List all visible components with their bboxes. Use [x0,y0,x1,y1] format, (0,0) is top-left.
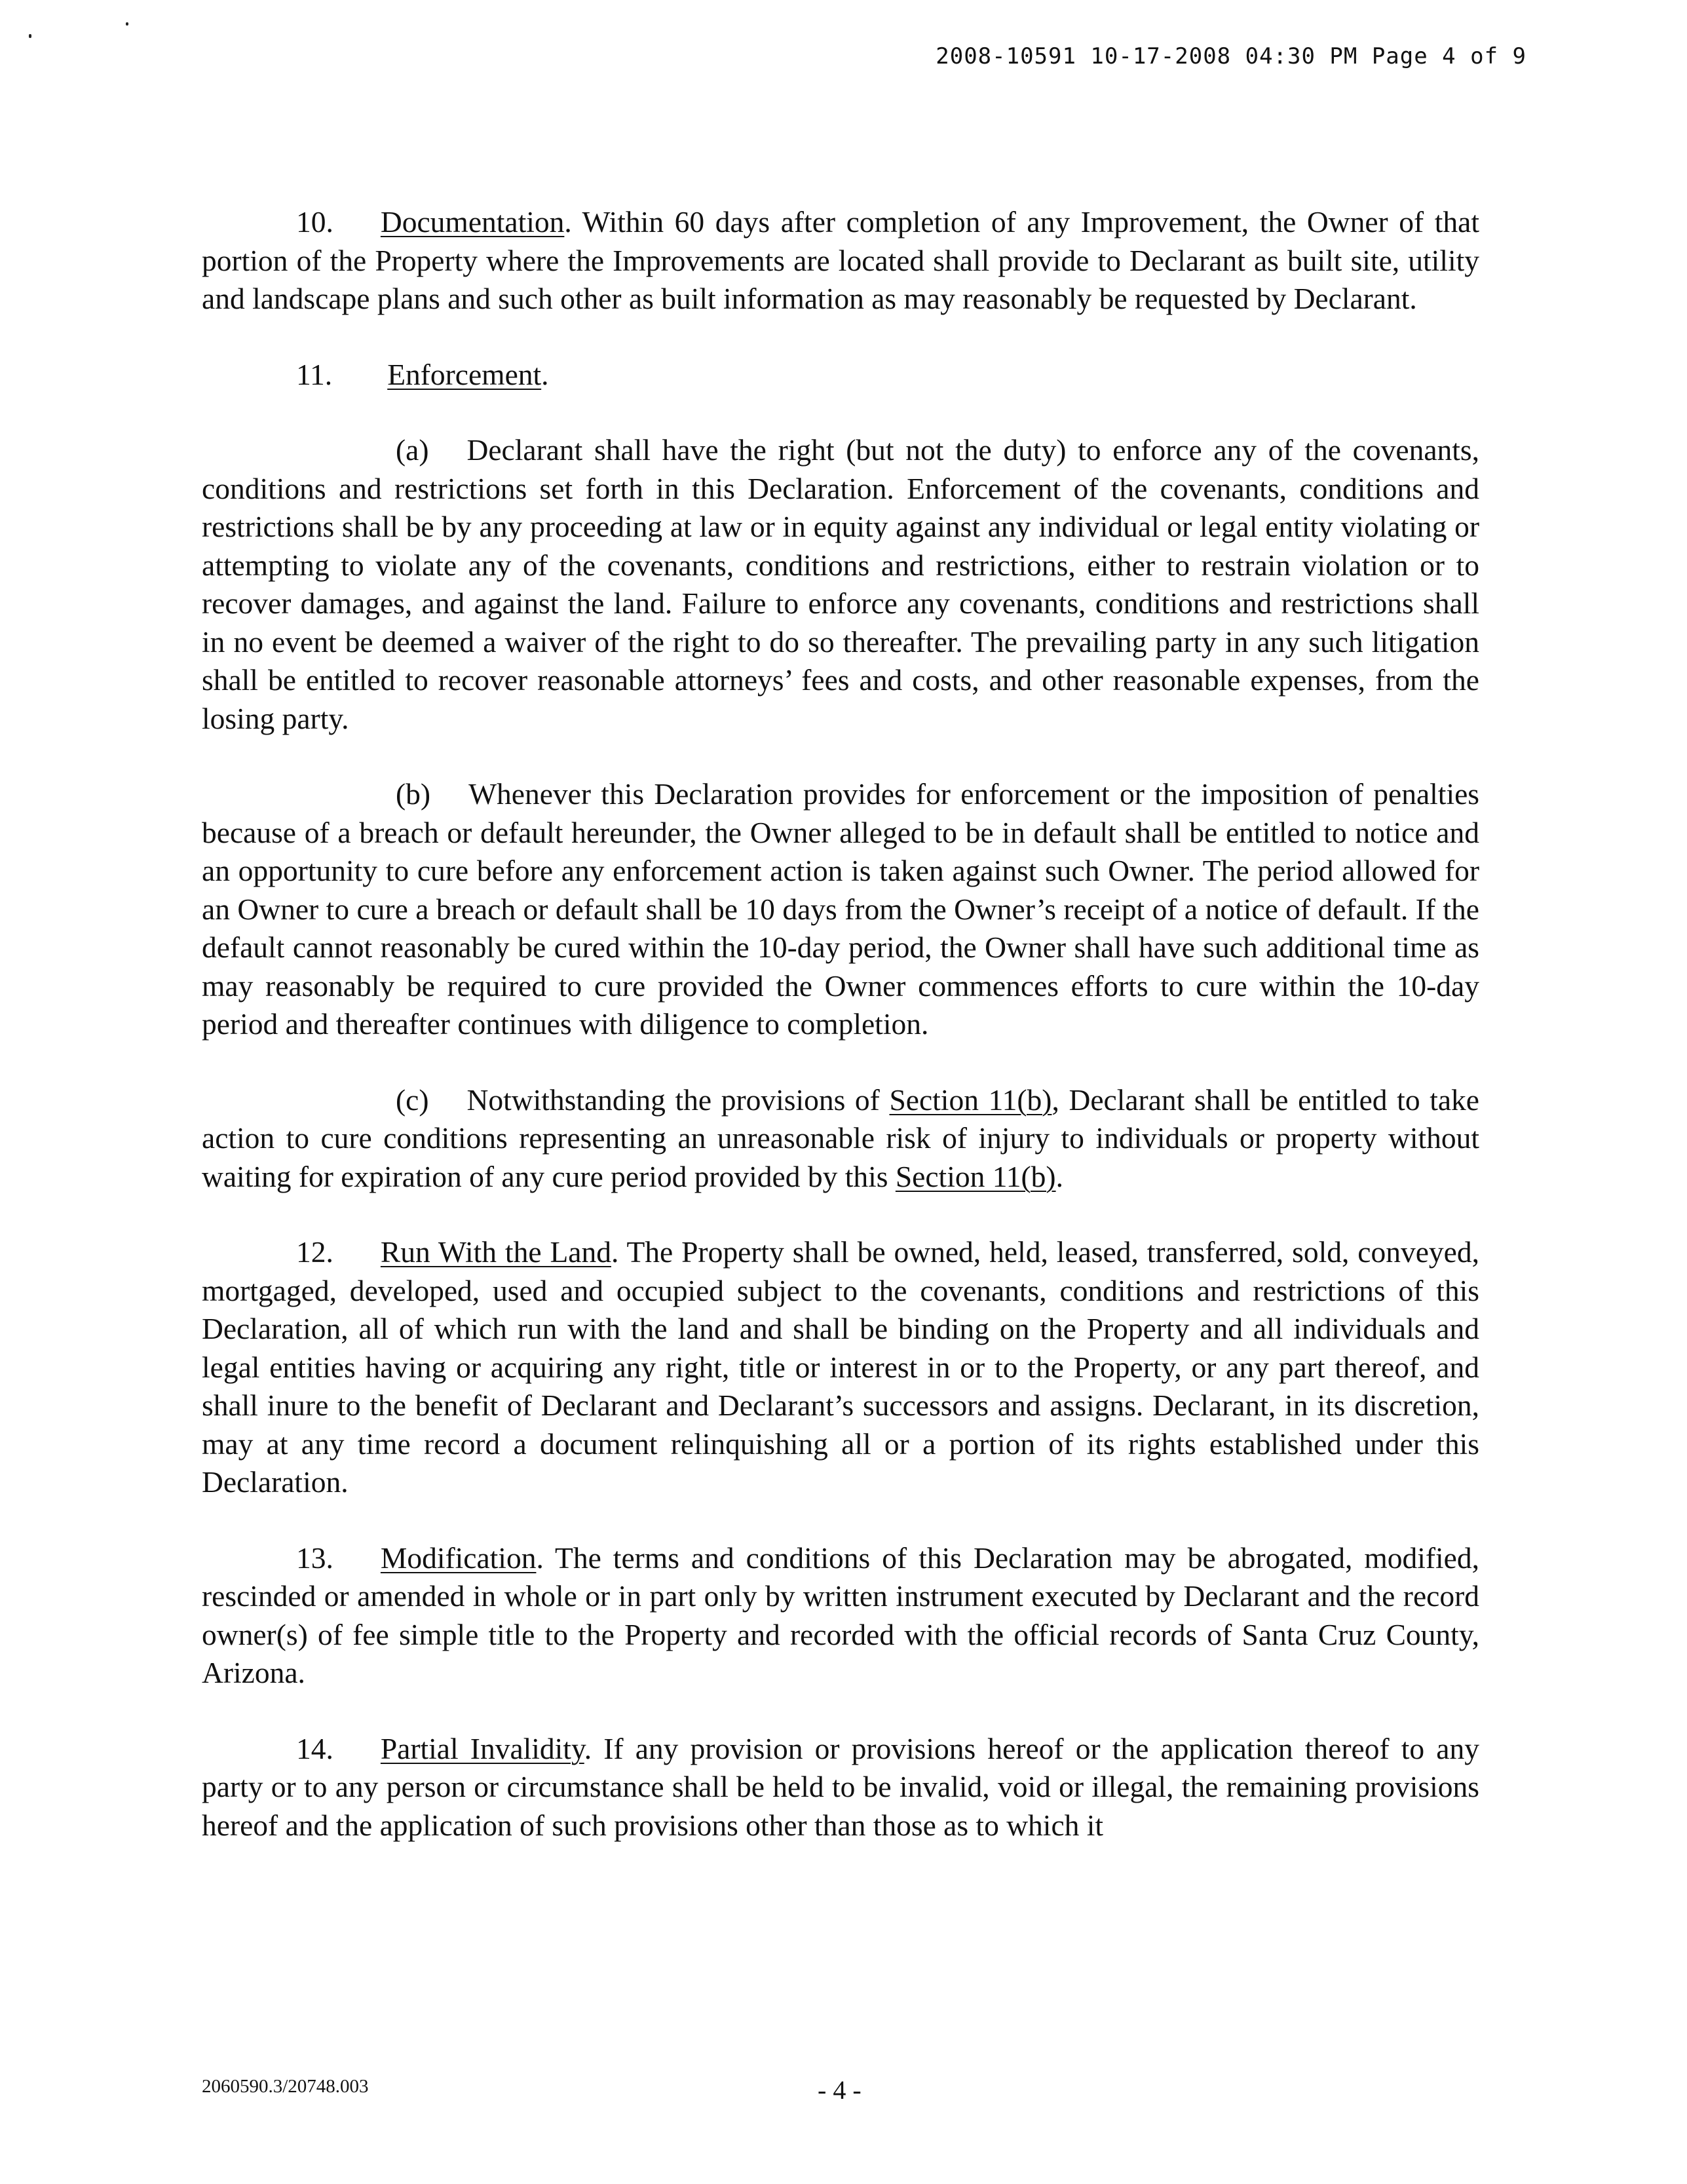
section-number: 14. [296,1731,333,1765]
scan-speck [126,22,128,26]
section-13 [202,1539,1479,1693]
section-text: . Within 60 days after completion of any Improvement, the Owner of that portion of the Property where the Improvements are located shall provide to Declarant as built site, utility and landscape plans and such other as built information as may reasonably be requested by Declarant. [202,205,1479,315]
subsection-text: Declarant shall have the right (but not the duty) to enforce any of the covenants, conditions and restrictions set forth in this Declaration. Enforcement of the covenants, conditions and restrictions shall be by any proceeding at law or in equity against any individual or legal entity violating or attempting to violate any of the covenants, conditions and restrictions, either to restrain violation or to recover damages, and against the land. Failure to enforce any covenants, conditions and restrictions shall in no event be deemed a waiver of the right to do so thereafter. The prevailing party in any such litigation shall be entitled to recover reasonable attorneys’ fees and costs, and other reasonable expenses, from the losing party. [202,433,1479,735]
scan-speck [29,34,31,38]
section-title: Run With the Land [380,1235,611,1269]
subsection-text: . [1055,1159,1063,1193]
document-body [202,203,1479,1845]
section-number: 12. [296,1235,333,1269]
section-text: . The terms and conditions of this Declaration may be abrogated, modified, rescinded or amended in whole or in part only by written instrument executed by Declarant and the record owner(s) of fee simple title to the Property and recorded with the official records of Santa Cruz County, Arizona. [202,1541,1479,1689]
section-12 [202,1233,1479,1502]
footer-document-number: 2060590.3/20748.003 [202,2076,369,2097]
section-14 [202,1730,1479,1845]
subsection-11b [202,775,1479,1044]
section-number: 10. [296,205,333,239]
footer-page-number: - 4 - [818,2075,862,2105]
section-text: . The Property shall be owned, held, leased, transferred, sold, conveyed, mortgaged, developed, used and occupied subject to the covenants, conditions and restrictions of this Declaration, all of which run with the land and shall be binding on the Property and all individuals and legal entities having or acquiring any right, title or interest in or to the Property, or any part thereof, and shall inure to the benefit of Declarant and Declarant’s successors and assigns. Declarant, in its discretion, may at any time record a document relinquishing all or a portion of its rights established under this Declaration. [202,1235,1479,1499]
section-title: Modification [380,1541,537,1575]
section-text: . If any provision or provisions hereof or the application thereof to any party or to any person or circumstance shall be held to be invalid, void or illegal, the remaining provisions hereof and the application of such provisions other than those as to which it [202,1731,1479,1842]
subsection-text: Notwithstanding the provisions of [466,1082,890,1117]
section-title: Enforcement [387,357,542,391]
section-title: Documentation [380,205,565,239]
section-number: 13. [296,1541,333,1575]
section-title-suffix: . [541,357,549,391]
section-11 [202,356,1479,394]
section-title: Partial Invalidity [380,1731,584,1765]
section-reference: Section 11(b) [889,1082,1052,1117]
section-reference: Section 11(b) [895,1159,1056,1193]
subsection-11c [202,1081,1479,1197]
subsection-text: , Declarant shall be entitled to take action to cure conditions representing an unreasonable risk of injury to individuals or property without waiting for expiration of any cure period provided by this [202,1082,1479,1193]
subsection-11a [202,431,1479,738]
fax-header-stamp: 2008-10591 10-17-2008 04:30 PM Page 4 of 9 [936,43,1526,69]
section-10 [202,203,1479,318]
section-number: 11. [296,357,333,391]
subsection-label: (a) [396,433,429,467]
subsection-label: (b) [396,777,431,811]
subsection-text: Whenever this Declaration provides for enforcement or the imposition of penalties because of a breach or default hereunder, the Owner alleged to be in default shall be entitled to notice and an opportunity to cure before any enforcement action is taken against such Owner. The period allowed for an Owner to cure a breach or default shall be 10 days from the Owner’s receipt of a notice of default. If the default cannot reasonably be cured within the 10-day period, the Owner shall have such additional time as may reasonably be required to cure provided the Owner commences efforts to cure within the 10-day period and thereafter continues with diligence to completion. [202,777,1479,1041]
subsection-label: (c) [396,1082,429,1117]
